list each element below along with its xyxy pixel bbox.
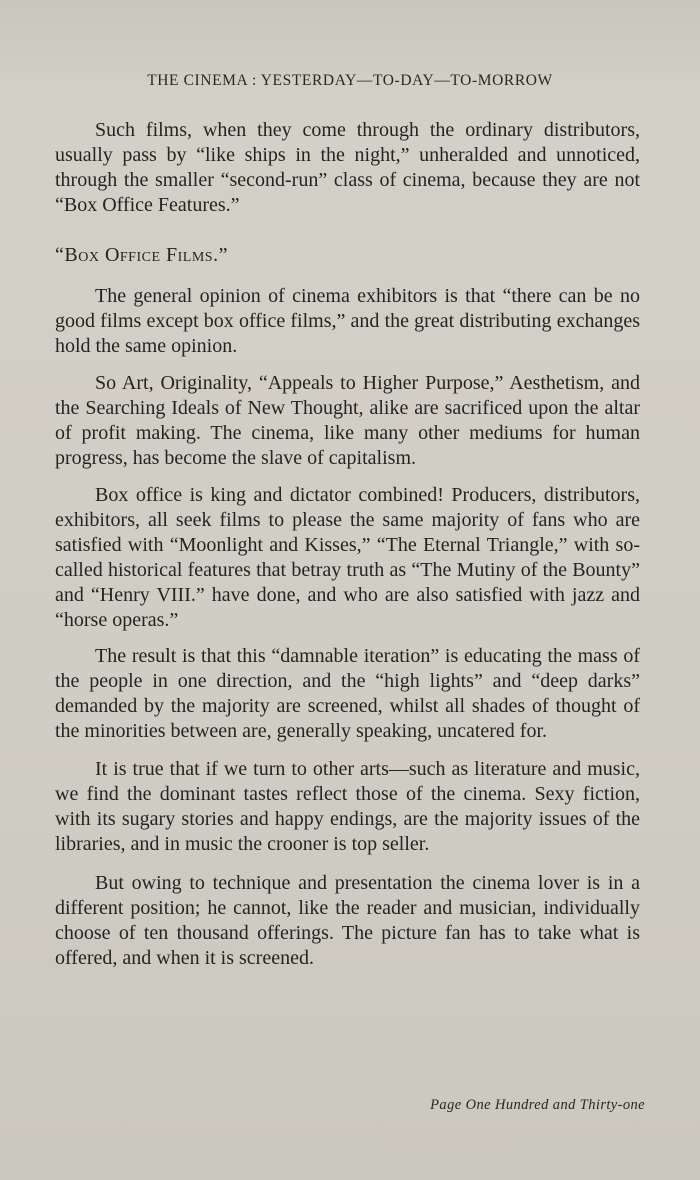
paragraph-1: Such films, when they come through the ordinary distributors, usually pass by “like ships in the night,” unheralded and unnoticed, through the smaller “second-run” class of cinema, because they are not “Box Office Features.” (55, 119, 640, 216)
paragraph-4: Box office is king and dictator combined! Producers, distributors, exhibitors, all seek films to please the same majority of fans who are satisfied with “Moonlight and Kisses,” “The Eternal Triangle,” with so-called historical features that betray truth as “The Mutiny of the Bounty” and “Henry VIII.” have done, and who are also satisfied with jazz and “horse operas.” (55, 484, 640, 631)
paragraph-block-2 (55, 284, 640, 971)
page-number-footer: Page One Hundred and Thirty-one (430, 1097, 645, 1113)
paragraph-2: The general opinion of cinema exhibitors is that “there can be no good films except box office films,” and the great distributing exchanges hold the same opinion. (55, 285, 640, 357)
section-heading: “Box Office Films.” (55, 244, 228, 266)
paragraph-7: But owing to technique and presentation the cinema lover is in a different position; he cannot, like the reader and musician, individually choose of ten thousand offerings. The picture fan has to take what is offered, and when it is screened. (55, 872, 640, 969)
paragraph-block-1 (55, 118, 640, 218)
paragraph-6: It is true that if we turn to other arts—such as literature and music, we find the dominant tastes reflect those of the cinema. Sexy fiction, with its sugary stories and happy endings, are the majority issues of the libraries, and in music the crooner is top seller. (55, 758, 640, 855)
paragraph-5: The result is that this “damnable iteration” is educating the mass of the people in one direction, and the “high lights” and “deep darks” demanded by the majority are screened, whilst all shades of thought of the minorities between are, generally speaking, uncatered for. (55, 645, 640, 742)
paragraph-3: So Art, Originality, “Appeals to Higher Purpose,” Aesthetism, and the Searching Ideals of New Thought, alike are sacrificed upon the altar of profit making. The cinema, like many other mediums for human progress, has become the slave of capitalism. (55, 372, 640, 469)
running-head: THE CINEMA : YESTERDAY—TO-DAY—TO-MORROW (147, 72, 553, 89)
